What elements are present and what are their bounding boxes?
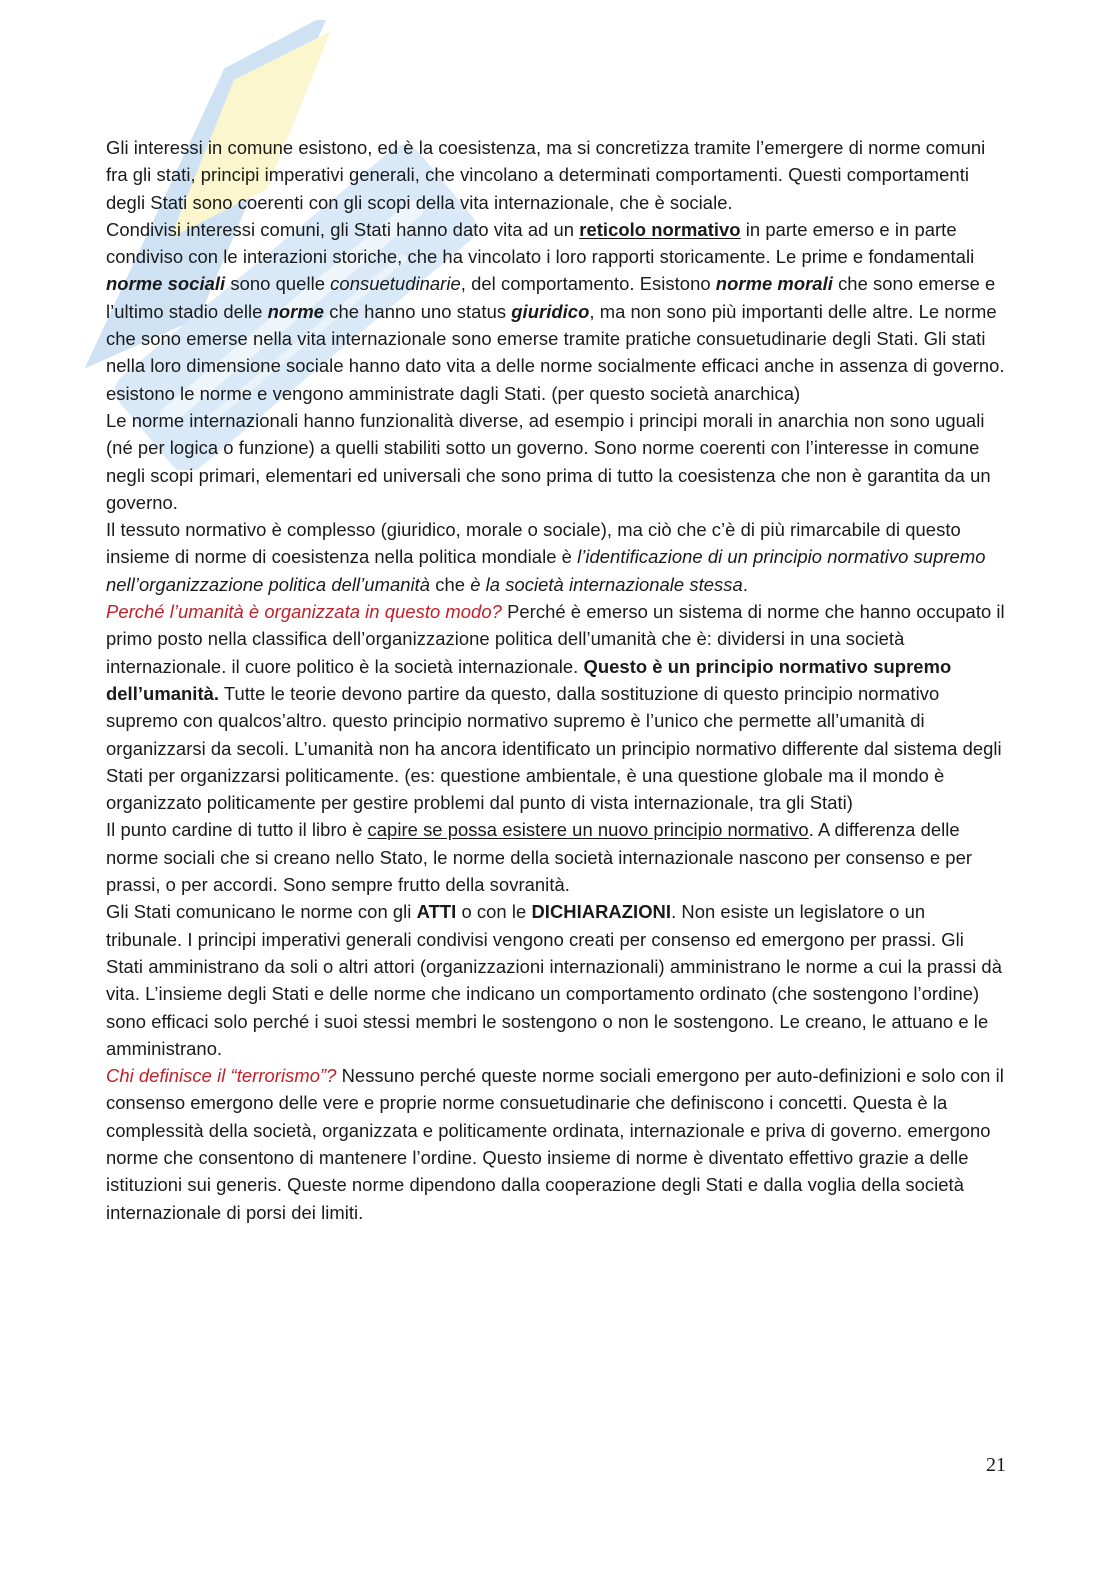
text-run: Tutte le teorie devono partire da questo, dalla sostituzione di questo principio normativo supremo con qualcos’altro. questo principio normativo supremo è l’unico che permette all’umanità di organizzarsi da secoli. L’umanità non ha ancora identificato un principio normativo differente dal sistema degli Stati per organizzarsi politicamente. (es: questione ambientale, è una questione globale ma il mondo è organizzato politicamente per gestire problemi dal punto di vista internazionale, tra gli Stati)	[106, 682, 1002, 814]
text-run: reticolo normativo	[579, 218, 741, 240]
text-run: Condivisi interessi comuni, gli Stati hanno dato vita ad un	[106, 218, 580, 240]
text-run: . A differenza delle norme sociali che si creano nello Stato, le norme della società internazionale nascono per consenso e per prassi, o per accordi. Sono sempre frutto della sovranità.	[106, 819, 973, 896]
text-run: , ma non sono più importanti delle altre. Le norme che sono emerse nella vita internazionale sono emerse tramite pratiche consuetudinarie degli Stati. Gli stati nella loro dimensione sociale hanno dato vita a delle norme socialmente efficaci anche in assenza di governo. esistono le norme e vengono amministrate dagli Stati. (per questo società anarchica)	[106, 300, 1005, 404]
paragraph	[106, 407, 1006, 516]
text-run: o con le	[456, 901, 532, 923]
paragraph	[106, 1062, 1006, 1226]
text-run-wrapper	[716, 273, 833, 294]
text-run: Perché l’umanità è organizzata in questo modo?	[106, 601, 502, 623]
text-run: che	[430, 573, 471, 595]
text-run: che sono emerse e l’ultimo stadio delle	[106, 273, 996, 322]
text-run: Chi definisce il “terrorismo”?	[106, 1065, 337, 1087]
text-run: che hanno uno status	[324, 300, 512, 322]
text-run: ATTI	[416, 901, 457, 923]
text-run: Il punto cardine di tutto il libro è	[106, 819, 368, 841]
document-body	[106, 134, 1006, 1226]
text-run: giuridico	[511, 300, 590, 322]
paragraph	[106, 898, 1006, 1062]
text-run: Il tessuto normativo è complesso (giuridico, morale o sociale), ma ciò che c’è di più rimarcabile di questo insieme di norme di coesistenza nella politica mondiale è	[106, 519, 961, 568]
paragraph	[106, 516, 1006, 598]
text-run: Nessuno perché queste norme sociali emergono per auto-definizioni e solo con il consenso emergono delle vere e proprie norme consuetudinarie che definiscono i concetti. Questa è la complessità della società, organizzata e politicamente ordinata, internazionale e priva di governo. emergono norme che consentono di mantenere l’ordine. Questo insieme di norme è diventato effettivo grazie a delle istituzioni sui generis. Queste norme dipendono dalla cooperazione degli Stati e dalla voglia della società internazionale di porsi dei limiti.	[106, 1065, 1004, 1223]
page-number: 21	[986, 1454, 1006, 1476]
text-run: Gli interessi in comune esistono, ed è la coesistenza, ma si concretizza tramite l’emergere di norme comuni fra gli stati, principi imperativi generali, che vincolano a determinati comportamenti. Questi comportamenti degli Stati sono coerenti con gli scopi della vita internazionale, che è sociale.	[106, 137, 986, 213]
text-run-wrapper	[511, 301, 589, 322]
text-run: Le norme internazionali hanno funzionalità diverse, ad esempio i principi morali in anarchia non sono uguali (né per logica o funzione) a quelli stabiliti sotto un governo. Sono norme coerenti con l’interesse in comune negli scopi primari, elementari ed universali che sono prima di tutto la coesistenza che non è garantita da un governo.	[106, 409, 991, 513]
paragraph	[106, 816, 1006, 898]
text-run: norme morali	[715, 273, 833, 295]
text-run: norme sociali	[106, 273, 226, 295]
text-run: . Non esiste un legislatore o un tribunale. I principi imperativi generali condivisi vengono creati per consenso ed emergono per prassi. Gli Stati amministrano da soli o altri attori (organizzazioni internazionali) amministrano le norme a cui la prassi dà vita. L’insieme degli Stati e delle norme che indicano un comportamento ordinato (che sostengono l’ordine) sono efficaci solo perché i suoi stessi membri le sostengono o non le sostengono. Le creano, le attuano e le amministrano.	[106, 901, 1002, 1059]
text-run: , del comportamento. Esistono	[460, 273, 716, 295]
text-run: in parte emerso e in parte condiviso con le interazioni storiche, che ha vincolato i loro rapporti storicamente. Le prime e fondamentali	[106, 218, 975, 268]
text-run: Gli Stati comunicano le norme con gli	[106, 901, 417, 923]
text-run: sono quelle	[225, 273, 331, 295]
paragraph	[106, 598, 1006, 816]
text-run: DICHIARAZIONI	[531, 901, 672, 923]
paragraph	[106, 216, 1006, 407]
text-run: Perché è emerso un sistema di norme che hanno occupato il primo posto nella classifica dell’organizzazione politica dell’umanità che è: dividersi in una società internazionale. il cuore politico è la società internazionale.	[106, 601, 1005, 677]
text-run: l’identificazione di un principio normativo supremo nell’organizzazione politica dell’umanità	[106, 546, 986, 595]
text-run-wrapper	[268, 301, 324, 322]
text-run: consuetudinarie	[330, 273, 461, 295]
text-run: Questo è un principio normativo supremo dell’umanità.	[106, 655, 952, 704]
text-run-wrapper	[106, 273, 225, 294]
paragraph	[106, 134, 1006, 216]
text-run: norme	[267, 300, 325, 322]
text-run: capire se possa esistere un nuovo principio normativo	[367, 819, 809, 841]
text-run: .	[742, 573, 748, 595]
text-run: è la società internazionale stessa	[470, 573, 743, 595]
